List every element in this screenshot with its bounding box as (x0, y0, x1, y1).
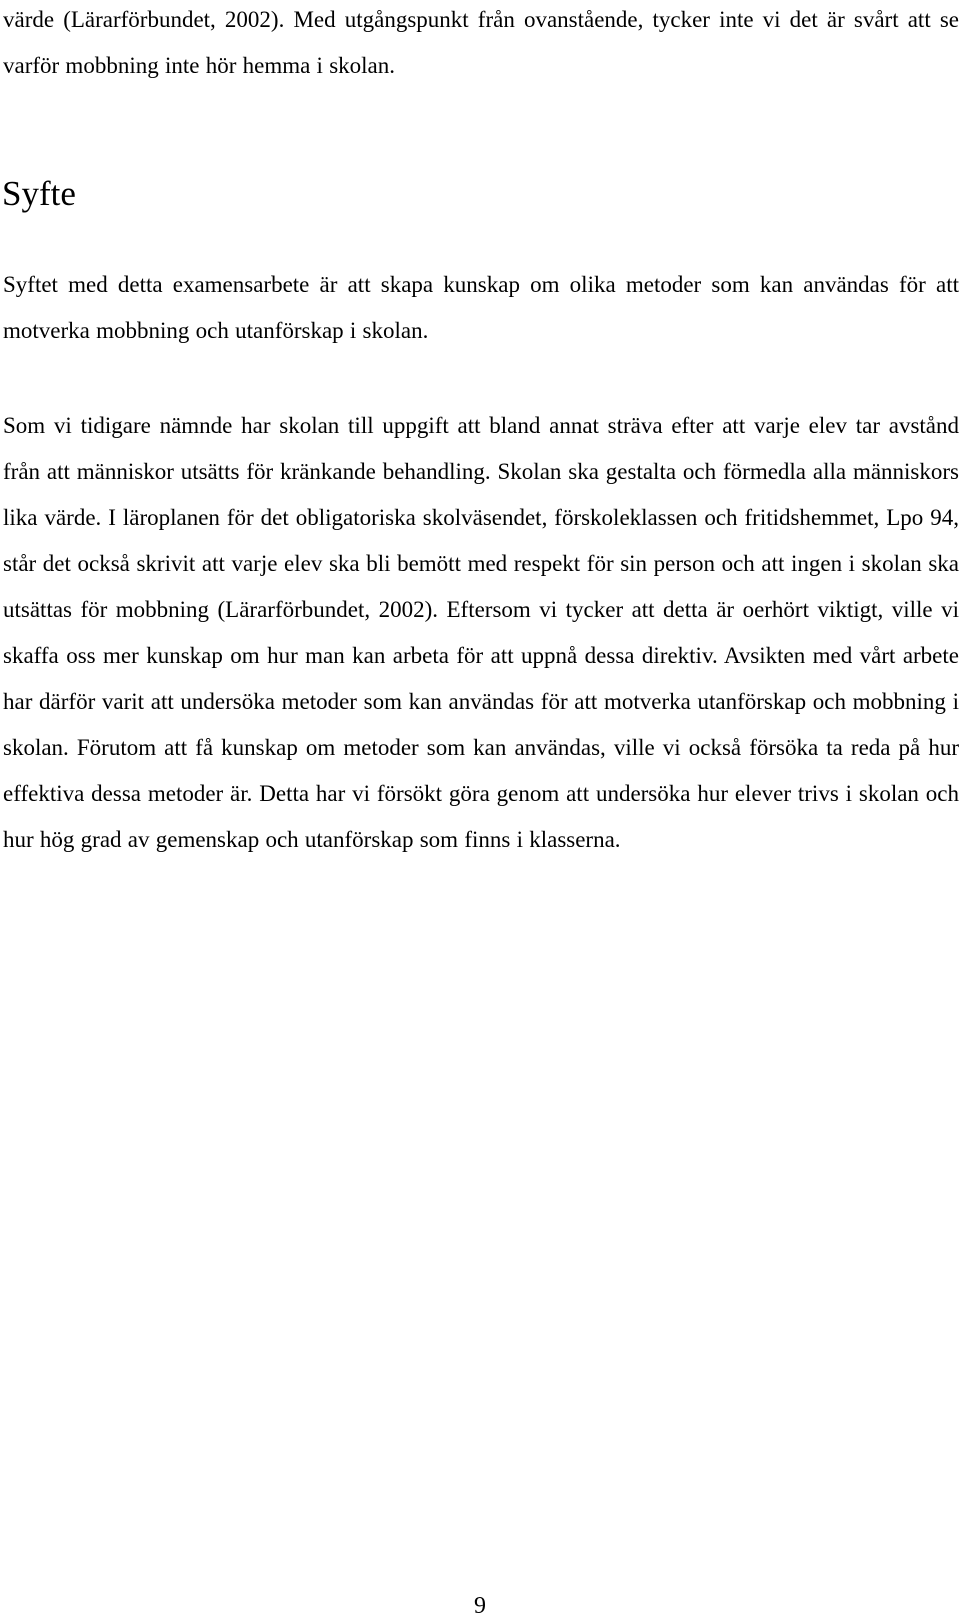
body-paragraph: Som vi tidigare nämnde har skolan till uppgift att bland annat sträva efter att varje elev tar avstånd från att människor utsätts för kränkande behandling. Skolan ska gestalta och förmedla alla människors lika värde. I läroplanen för det obligatoriska skolväsendet, förskoleklassen och fritidshemmet, Lpo 94, står det också skrivit att varje elev ska bli bemött med respekt för sin person och att ingen i skolan ska utsättas för mobbning (Lärarförbundet, 2002). Eftersom vi tycker att detta är oerhört viktigt, ville vi skaffa oss mer kunskap om hur man kan arbeta för att uppnå dessa direktiv. Avsikten med vårt arbete har därför varit att undersöka metoder som kan användas för att motverka utanförskap och mobbning i skolan. Förutom att få kunskap om metoder som kan användas, ville vi också försöka ta reda på hur effektiva dessa metoder är. Detta har vi försökt göra genom att undersöka hur elever trivs i skolan och hur hög grad av gemenskap och utanförskap som finns i klasserna. (3, 413, 959, 852)
section-heading: Syfte (2, 174, 76, 213)
intro-paragraph: värde (Lärarförbundet, 2002). Med utgångspunkt från ovanstående, tycker inte vi det är svårt att se varför mobbning inte hör hemma i skolan. (3, 7, 959, 78)
page-number: 9 (474, 1593, 486, 1619)
purpose-paragraph: Syftet med detta examensarbete är att skapa kunskap om olika metoder som kan användas för att motverka mobbning och utanförskap i skolan. (3, 272, 959, 343)
